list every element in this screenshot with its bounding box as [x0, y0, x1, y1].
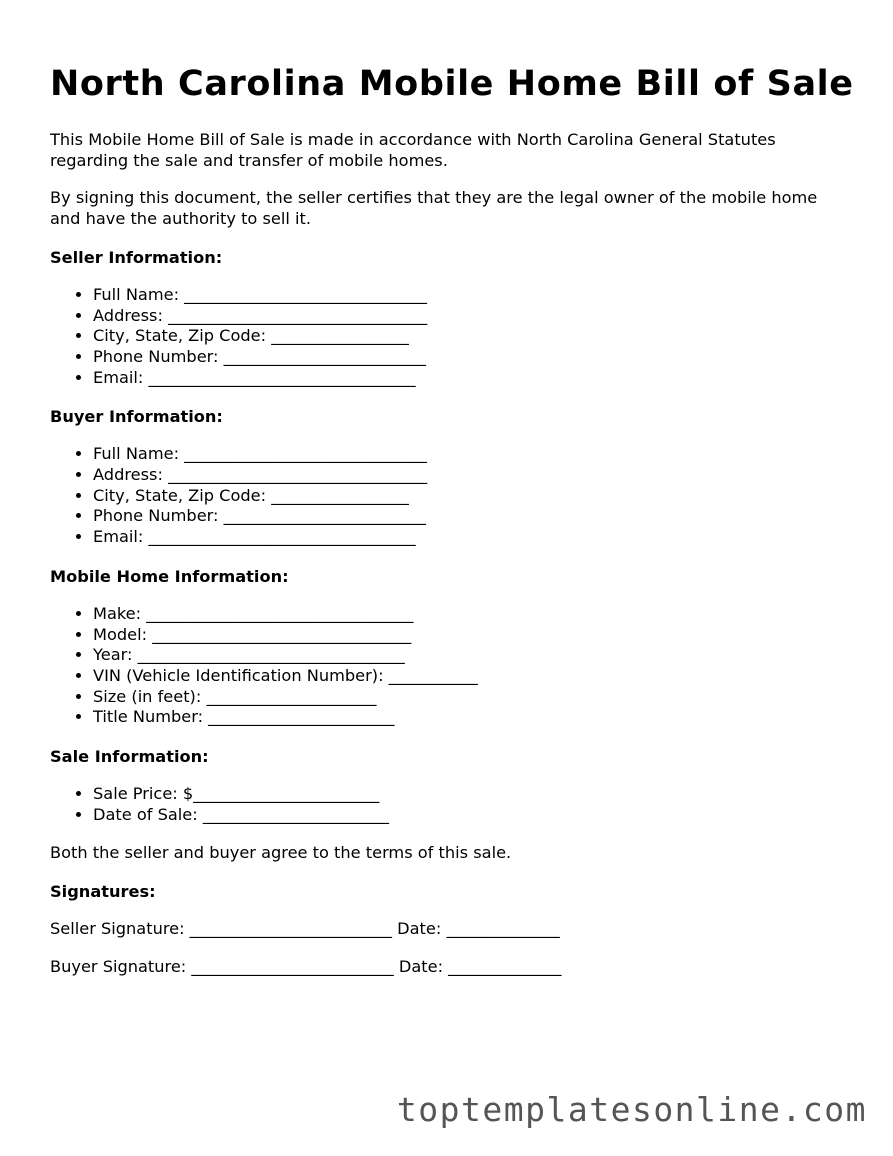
title-number-field: • Title Number: _______________________: [93, 707, 850, 728]
seller-info-list: [50, 285, 850, 389]
seller-signature-line: Seller Signature: _________________________ Date: ______________: [50, 919, 560, 939]
date-of-sale-field: • Date of Sale: _______________________: [93, 805, 850, 826]
model-field: • Model: ________________________________: [93, 625, 850, 646]
buyer-phone-field: • Phone Number: _________________________: [93, 506, 850, 527]
buyer-address-field: • Address: ________________________________: [93, 465, 850, 486]
buyer-info-heading: Buyer Information:: [50, 407, 223, 427]
sale-info-heading: Sale Information:: [50, 747, 209, 767]
mobile-home-info-heading: Mobile Home Information:: [50, 566, 289, 586]
signatures-heading: Signatures:: [50, 882, 156, 902]
buyer-info-list: [50, 444, 850, 548]
seller-info-heading: Seller Information:: [50, 247, 223, 267]
buyer-city-state-zip-field: • City, State, Zip Code: _________________: [93, 486, 850, 507]
sale-info-list: [50, 784, 850, 825]
intro-paragraph-statutes: This Mobile Home Bill of Sale is made in accordance with North Carolina General Statutes regarding the sale and transfer of mobile homes.: [50, 130, 776, 170]
vin-field: • VIN (Vehicle Identification Number): ___________: [93, 666, 850, 687]
make-field: • Make: _________________________________: [93, 604, 850, 625]
buyer-signature-line: Buyer Signature: _________________________ Date: ______________: [50, 956, 562, 976]
buyer-email-field: • Email: _________________________________: [93, 527, 850, 548]
watermark-text: toptemplatesonline.com: [396, 1090, 867, 1129]
agreement-statement: Both the seller and buyer agree to the terms of this sale.: [50, 843, 512, 863]
document-page: [50, 62, 854, 995]
seller-email-field: • Email: _________________________________: [93, 368, 850, 389]
sale-price-field: • Sale Price: $_______________________: [93, 784, 850, 805]
seller-phone-field: • Phone Number: _________________________: [93, 347, 850, 368]
seller-address-field: • Address: ________________________________: [93, 306, 850, 327]
year-field: • Year: _________________________________: [93, 645, 850, 666]
intro-paragraph-ownership: By signing this document, the seller certifies that they are the legal owner of the mobile home and have the authority to sell it.: [50, 188, 818, 229]
buyer-full-name-field: • Full Name: ______________________________: [93, 444, 850, 465]
size-field: • Size (in feet): _____________________: [93, 687, 850, 708]
seller-full-name-field: • Full Name: ______________________________: [93, 285, 850, 306]
seller-city-state-zip-field: • City, State, Zip Code: _________________: [93, 326, 850, 347]
mobile-home-info-list: [50, 604, 850, 728]
document-title: North Carolina Mobile Home Bill of Sale: [50, 64, 854, 104]
